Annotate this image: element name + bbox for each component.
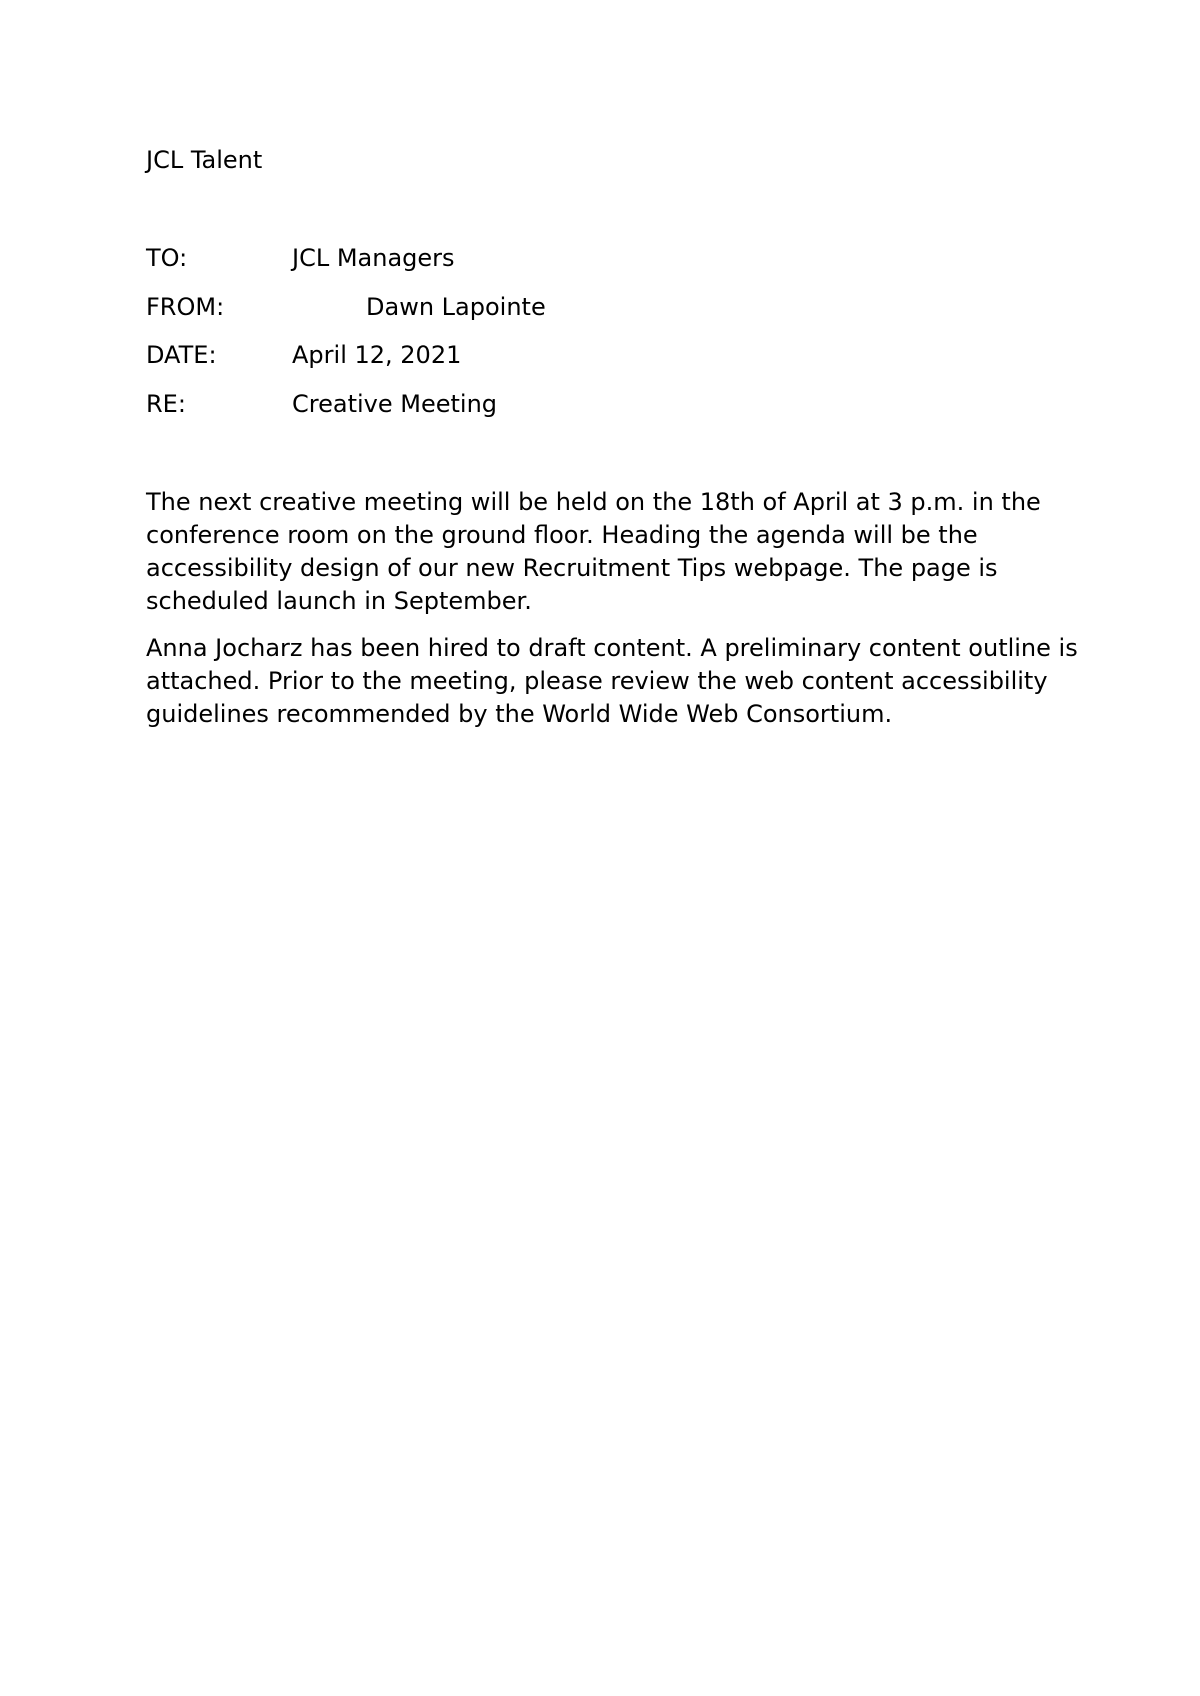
date-value: April 12, 2021	[292, 341, 462, 369]
memo-re-row	[146, 388, 497, 420]
to-value: JCL Managers	[292, 244, 455, 272]
memo-date-row	[146, 339, 461, 371]
body-paragraph-2: Anna Jocharz has been hired to draft content. A preliminary content outline is attached. Prior to the meeting, please review the web content accessibility guidelines recommended by the World Wide Web Consortium.	[146, 634, 1078, 728]
date-label: DATE:	[146, 341, 217, 369]
re-value: Creative Meeting	[292, 390, 498, 418]
from-label: FROM:	[146, 293, 225, 321]
body-paragraph-1: The next creative meeting will be held on the 18th of April at 3 p.m. in the conference room on the ground floor. Heading the agenda will be the accessibility design of our new Recruitment Tips webpage. The page is scheduled launch in September.	[146, 488, 1041, 615]
to-label: TO:	[146, 244, 188, 272]
from-value: Dawn Lapointe	[366, 293, 546, 321]
memo-to-row	[146, 242, 455, 274]
re-label: RE:	[146, 390, 186, 418]
memo-from-row	[146, 291, 546, 323]
company-name: JCL Talent	[146, 146, 263, 174]
